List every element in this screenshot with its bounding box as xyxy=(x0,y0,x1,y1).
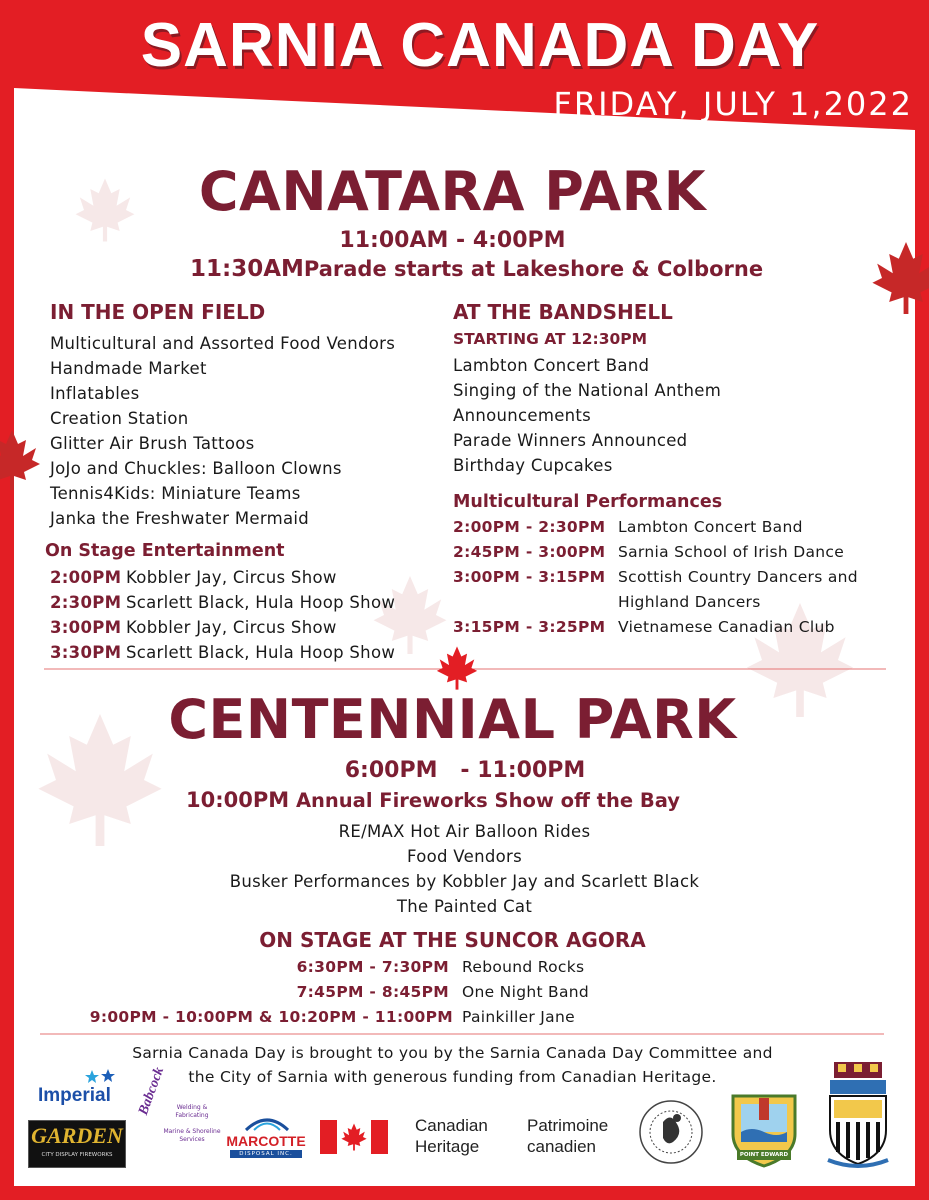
schedule-act: Vietnamese Canadian Club xyxy=(618,618,835,636)
schedule-act: Scarlett Black, Hula Hoop Show xyxy=(126,593,396,612)
list-item: Lambton Concert Band xyxy=(453,356,650,375)
schedule-row xyxy=(453,540,903,565)
list-item: Busker Performances by Kobbler Jay and Scarlett Black xyxy=(229,872,700,891)
heritage-fr-line: Patrimoine xyxy=(527,1116,609,1135)
schedule-row xyxy=(453,615,903,640)
parade-text: Parade starts at Lakeshore & Colborne xyxy=(303,257,764,281)
imperial-logo xyxy=(38,1068,118,1112)
garden-city-fireworks-logo xyxy=(28,1120,126,1168)
garden-subtitle: CITY DISPLAY FIREWORKS xyxy=(41,1152,113,1158)
list-item: RE/MAX Hot Air Balloon Rides xyxy=(338,822,591,841)
bandshell-start: STARTING AT 12:30PM xyxy=(453,330,648,348)
schedule-act: Kobbler Jay, Circus Show xyxy=(126,618,337,637)
canatara-hours: 11:00AM - 4:00PM xyxy=(339,228,566,253)
list-item: JoJo and Chuckles: Balloon Clowns xyxy=(50,459,342,478)
list-item: Birthday Cupcakes xyxy=(453,456,613,475)
schedule-row xyxy=(453,590,903,615)
centennial-list xyxy=(0,819,929,919)
schedule-act: Scottish Country Dancers and xyxy=(618,568,858,586)
schedule-time: 2:00PM - 2:30PM xyxy=(453,518,606,536)
babcock-line: Fabricating xyxy=(175,1112,209,1119)
canadian-heritage-wordmark xyxy=(415,1115,488,1157)
open-field-list xyxy=(50,331,395,531)
schedule-time: 9:00PM - 10:00PM & 10:20PM - 11:00PM xyxy=(89,1008,453,1026)
on-stage-heading: On Stage Entertainment xyxy=(45,541,285,561)
babcock-line: Welding & xyxy=(176,1104,208,1111)
canatara-park-title: CANATARA PARK xyxy=(198,160,707,223)
schedule-row xyxy=(0,980,929,1005)
schedule-act: Kobbler Jay, Circus Show xyxy=(126,568,337,587)
garden-wordmark: GARDEN xyxy=(31,1123,123,1148)
list-item: Inflatables xyxy=(50,384,140,403)
schedule-row xyxy=(453,515,903,540)
fireworks-line xyxy=(186,785,680,816)
on-stage-schedule xyxy=(50,565,430,665)
list-item: Handmade Market xyxy=(50,359,207,378)
list-item: Glitter Air Brush Tattoos xyxy=(50,434,255,453)
schedule-act: Scarlett Black, Hula Hoop Show xyxy=(126,643,396,662)
schedule-row xyxy=(50,590,430,615)
schedule-time: 2:00PM xyxy=(50,568,122,587)
babcock-line: Services xyxy=(179,1136,205,1143)
list-item: Parade Winners Announced xyxy=(453,431,688,450)
schedule-row xyxy=(50,615,430,640)
schedule-act: Painkiller Jane xyxy=(462,1008,575,1026)
bandshell-list xyxy=(453,353,721,478)
parade-line xyxy=(190,254,763,284)
parade-time: 11:30AM xyxy=(190,256,304,282)
marcotte-arc-icon xyxy=(244,1114,290,1132)
schedule-act-continued: Highland Dancers xyxy=(618,593,761,611)
point-edward-label: POINT EDWARD xyxy=(739,1152,789,1158)
open-field-heading: IN THE OPEN FIELD xyxy=(50,300,266,324)
centennial-hours: 6:00PM - 11:00PM xyxy=(344,758,586,783)
schedule-time: 2:45PM - 3:00PM xyxy=(453,543,606,561)
list-item: Singing of the National Anthem xyxy=(453,381,722,400)
schedule-row xyxy=(453,565,903,590)
funding-statement xyxy=(0,1041,905,1089)
schedule-time: 3:00PM - 3:15PM xyxy=(453,568,606,586)
marcotte-logo xyxy=(222,1114,310,1160)
heritage-en-line: Canadian xyxy=(415,1116,488,1135)
centennial-park-title: CENTENNIAL PARK xyxy=(168,688,737,751)
schedule-act: One Night Band xyxy=(462,983,590,1001)
schedule-row xyxy=(0,955,929,980)
fireworks-text: Annual Fireworks Show off the Bay xyxy=(295,789,681,812)
babcock-logo xyxy=(136,1065,226,1162)
funding-line: Sarnia Canada Day is brought to you by the Sarnia Canada Day Committee and xyxy=(132,1044,773,1062)
babcock-wordmark: Babcock xyxy=(136,1065,168,1118)
list-item: Tennis4Kids: Miniature Teams xyxy=(50,484,301,503)
canada-flag-icon xyxy=(320,1120,388,1154)
schedule-time: 3:00PM xyxy=(50,618,122,637)
list-item: Food Vendors xyxy=(407,847,522,866)
schedule-row xyxy=(50,640,430,665)
agora-schedule xyxy=(0,955,929,1030)
imperial-wordmark: Imperial xyxy=(38,1085,111,1106)
heritage-fr-line: canadien xyxy=(527,1137,597,1156)
schedule-row xyxy=(0,1005,929,1030)
agora-heading: ON STAGE AT THE SUNCOR AGORA xyxy=(259,928,646,952)
city-of-sarnia-crest-icon xyxy=(826,1060,890,1172)
heritage-en-line: Heritage xyxy=(415,1137,480,1156)
babcock-line: Marine & Shoreline xyxy=(163,1128,221,1135)
schedule-row xyxy=(50,565,430,590)
multicultural-heading: Multicultural Performances xyxy=(453,492,723,512)
schedule-act: Sarnia School of Irish Dance xyxy=(618,543,845,561)
list-item: Announcements xyxy=(453,406,592,425)
bandshell-heading: AT THE BANDSHELL xyxy=(453,300,673,324)
schedule-time: 3:15PM - 3:25PM xyxy=(453,618,606,636)
list-item: Janka the Freshwater Mermaid xyxy=(50,509,310,528)
schedule-time: 3:30PM xyxy=(50,643,122,662)
schedule-act: Rebound Rocks xyxy=(462,958,585,976)
marcotte-subtitle: DISPOSAL INC. xyxy=(230,1150,302,1158)
schedule-act: Lambton Concert Band xyxy=(618,518,803,536)
fireworks-time: 10:00PM xyxy=(186,788,290,812)
event-title: SARNIA CANADA DAY xyxy=(140,11,820,80)
multicultural-schedule xyxy=(453,515,903,640)
list-item: The Painted Cat xyxy=(396,897,533,916)
patrimoine-canadien-wordmark xyxy=(527,1115,608,1157)
schedule-time: 6:30PM - 7:30PM xyxy=(296,958,449,976)
list-item: Multicultural and Assorted Food Vendors xyxy=(50,334,396,353)
schedule-time: 2:30PM xyxy=(50,593,122,612)
list-item: Creation Station xyxy=(50,409,189,428)
schedule-time: 7:45PM - 8:45PM xyxy=(296,983,449,1001)
event-date: FRIDAY, JULY 1,2022 xyxy=(553,85,913,123)
folk-arts-council-seal-icon xyxy=(637,1098,705,1166)
funding-line: the City of Sarnia with generous funding from Canadian Heritage. xyxy=(188,1068,717,1086)
marcotte-wordmark: MARCOTTE xyxy=(226,1133,306,1149)
